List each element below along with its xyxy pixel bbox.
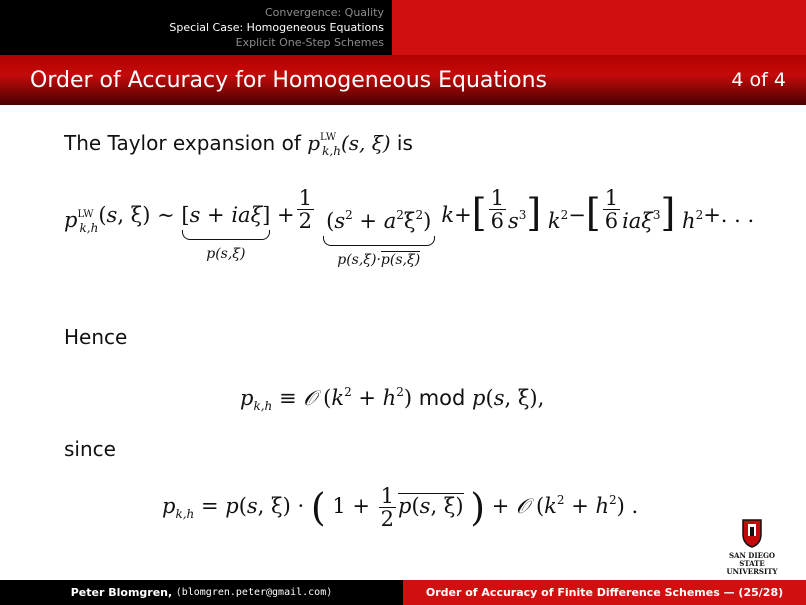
underbrace-symbol: [s + iaξ] p(s,ξ) [181,203,271,262]
footer-doc-title: Order of Accuracy of Finite Difference Schemes — (25/28) [403,580,806,605]
frame-title: Order of Accuracy for Homogeneous Equations [30,67,548,93]
intro-suffix: is [396,131,413,155]
university-logo [722,518,782,578]
logo-line-1: SAN DIEGO STATE [728,551,776,568]
shield-icon [741,518,763,548]
slide-footer [0,580,806,605]
frame-subpage: 4 of 4 [731,69,786,91]
underbrace-product: $(s^2 + a^2\xi^2)$ p(s,ξ)·p(s,ξ) [323,201,435,268]
intro-text: The Taylor expansion of [64,131,301,155]
intro-line [64,131,413,158]
section-nav [0,0,392,55]
equivalence-equation: $p_{k,h}$ ≡ 𝒪 $(k^2 + h^2)$ mod p(s, ξ), [240,385,545,413]
footer-author [0,580,403,605]
intro-symbol: $p^{LW}_{k,h}(s$, ξ) [307,131,391,158]
nav-item-homogeneous[interactable]: Special Case: Homogeneous Equations [169,21,384,34]
final-equation: $p_{k,h} = p(s$, ξ) · ( 1 + $\frac{1}{2}$ p(s, ξ) ) + 𝒪 $(k^2 + h^2)$ . [162,484,639,531]
underbrace-label-2: p(s,ξ)·p(s,ξ) [337,252,421,268]
nav-right-band [392,0,806,55]
author-email: ⟨blomgren.peter@gmail.com⟩ [175,587,333,598]
slide-content [0,105,806,575]
navigation-header [0,0,806,55]
frame-title-bar [0,55,806,105]
nav-item-explicit-schemes[interactable]: Explicit One-Step Schemes [235,36,384,49]
taylor-expansion-equation: $p^{LW}_{k,h}(s$, ξ) ∼ [s + iaξ] p(s,ξ) + $\frac{1}{2}$ $(s^2 + a^2\xi^2)$ p(s,ξ)·p(s,ξ) k+[ $\frac{1}{6}$ $s^3$] $k^2-$[ $\frac{1}{6}$ iaξ$^3$] $h^2+$. . . [64,186,755,268]
logo-line-2: UNIVERSITY [726,567,778,576]
nav-item-convergence[interactable]: Convergence: Quality [264,6,384,19]
author-name: Peter Blomgren, [70,586,173,599]
since-label: since [64,437,116,461]
underbrace-label-1: p(s,ξ) [206,246,246,262]
hence-label: Hence [64,325,128,349]
